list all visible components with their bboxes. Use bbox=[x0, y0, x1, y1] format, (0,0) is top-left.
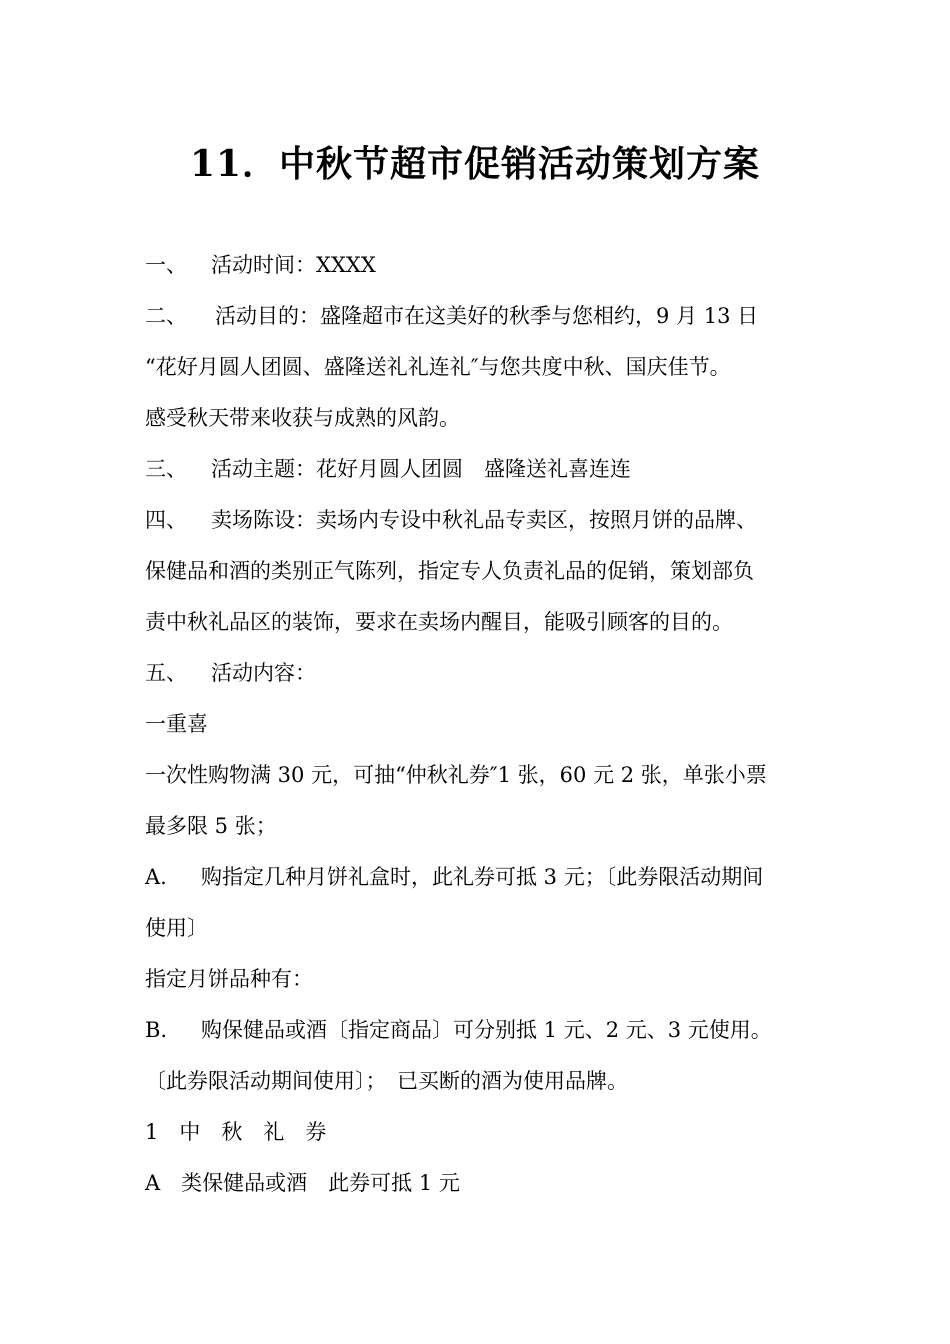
section-number: 一、 bbox=[145, 253, 187, 277]
section-text: 活动内容： bbox=[211, 661, 316, 685]
section-5 bbox=[145, 648, 810, 699]
section-2-line-3: 感受秋天带来收获与成熟的风韵。 bbox=[145, 406, 460, 430]
document-body bbox=[145, 240, 810, 1209]
section-4-line-1 bbox=[145, 495, 810, 546]
content-heading: 一重喜 bbox=[145, 712, 208, 736]
rule-line-1: 一次性购物满 30 元，可抽“仲秋礼券″1 张，60 元 2 张，单张小票 bbox=[145, 763, 767, 787]
section-2-line-2: “花好月圆人团圆、盛隆送礼礼连礼″与您共度中秋、国庆佳节。 bbox=[145, 355, 731, 379]
item-b-line-1 bbox=[145, 1005, 810, 1056]
section-number: 四、 bbox=[145, 508, 187, 532]
section-4-line-3: 责中秋礼品区的装饰，要求在卖场内醒目，能吸引顾客的目的。 bbox=[145, 610, 733, 634]
coupon-a: A 类保健品或酒 此券可抵 1 元 bbox=[145, 1171, 460, 1195]
item-label: A. bbox=[145, 865, 167, 889]
item-a-line-1 bbox=[145, 852, 810, 903]
coupon-title: 1 中 秋 礼 券 bbox=[145, 1120, 327, 1144]
section-4-line-2: 保健品和酒的类别正气陈列，指定专人负责礼品的促销，策划部负 bbox=[145, 559, 754, 583]
designated-mooncakes: 指定月饼品种有： bbox=[145, 967, 313, 991]
section-text: 活动目的：盛隆超市在这美好的秋季与您相约，9 月 13 日 bbox=[215, 304, 759, 328]
item-text: 购指定几种月饼礼盒时，此礼券可抵 3 元；〔此券限活动期间 bbox=[201, 865, 764, 889]
section-text: 活动主题：花好月圆人团圆 盛隆送礼喜连连 bbox=[211, 457, 631, 481]
item-text: 购保健品或酒〔指定商品〕可分别抵 1 元、2 元、3 元使用。 bbox=[201, 1018, 772, 1042]
document-title: 11．中秋节超市促销活动策划方案 bbox=[189, 143, 761, 185]
section-text: 活动时间：XXXX bbox=[211, 253, 376, 277]
section-text: 卖场陈设：卖场内专设中秋礼品专卖区，按照月饼的品牌、 bbox=[211, 508, 757, 532]
section-1 bbox=[145, 240, 810, 291]
section-number: 三、 bbox=[145, 457, 187, 481]
item-b-line-2: 〔此券限活动期间使用〕； 已买断的酒为使用品牌。 bbox=[145, 1069, 628, 1093]
rule-line-2: 最多限 5 张； bbox=[145, 814, 277, 838]
item-label: B. bbox=[145, 1018, 168, 1042]
section-2-line-1 bbox=[145, 291, 810, 342]
item-a-line-2: 使用〕 bbox=[145, 916, 208, 940]
section-3 bbox=[145, 444, 810, 495]
section-number: 五、 bbox=[145, 661, 187, 685]
section-number: 二、 bbox=[145, 304, 187, 328]
